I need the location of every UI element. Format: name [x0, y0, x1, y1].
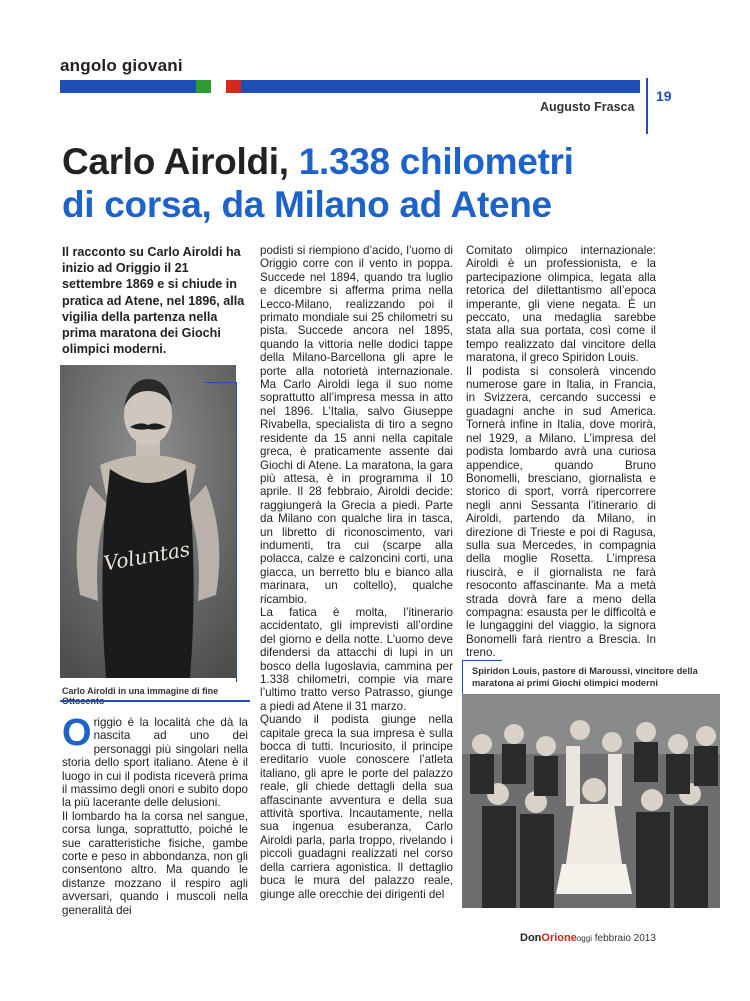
article-title	[62, 140, 702, 226]
article-column-3	[466, 244, 656, 660]
caption-rule	[60, 700, 250, 702]
footer-brand-orione: Orione	[541, 932, 577, 944]
photo-frame-line	[236, 382, 237, 682]
runner-photo-caption: Carlo Airoldi in una immagine di fine	[62, 686, 219, 696]
column-2-paragraph: La fatica è molta, l’itinerario accidentato, gli imprevisti all’ordine del giorno e della notte. L’uomo deve difendersi da attacchi di lupi in un bosco della Iugoslavia, cammina per 1.338 chilometri, compie via mare l’ultimo tratto verso Patrasso, giunge a piedi ad Atene il 31 marzo.	[260, 605, 453, 713]
column-3-paragraph: Comitato olimpico internazionale: Airoldi è un professionista, e la partecipazione olimpica, legata alla retorica del dilettantismo all’epoca imperante, gli viene negata. È un peccato, una medaglia sarebbe stata alla sua portata, così come il tempo realizzato dal vincitore della maratona, il greco Spiridon Louis.	[466, 244, 656, 365]
flag-red	[226, 80, 241, 93]
photo-frame-line	[204, 382, 237, 383]
section-label: angolo giovani	[60, 56, 183, 75]
drop-cap: O	[62, 712, 92, 754]
group-photo-illustration	[462, 694, 720, 908]
column-3-paragraph: Il podista si consolerà vincendo numerose gare in Italia, in Francia, in Svizzera, cercando successi e guadagni anche in sud America. Tornerà infine in Italia, dove morirà, nel 1929, a Milano. L’impresa del podista lombardo avrà una curiosa appendice, quando Bruno Bonomelli, bresciano, giornalista e storico di sport, vorrà ripercorrere negli anni Sessanta l’itinerario di Airoldi, partendo da Milano, in direzione di Trieste e poi di Ragusa, sulla sua Mercedes, in compagnia della moglie Rosetta. L’impresa riuscirà, e il giornalista ne farà resoconto affascinante. Ma a metà strada dovrà fare a meno della compagna: esausta per le difficoltà e le lungaggini del viaggio, la signora Bonomelli farà rientro a Brescia. In treno.	[466, 364, 656, 660]
article-column-1	[62, 712, 248, 917]
page-number-rule	[646, 78, 648, 134]
shirt-lettering: Voluntas	[101, 536, 192, 576]
footer-brand-oggi: oggi	[576, 934, 592, 943]
flag-green	[196, 80, 211, 93]
column-1-paragraph: Origgio è la località che dà la nascita ad uno dei personaggi più singolari nella storia dello sport italiano. Atene è il luogo in cui il podista riceverà prima il massimo degli onori e subito dopo la più lacerante delle delusioni.	[62, 712, 248, 810]
column-2-paragraph: Quando il podista giunge nella capitale greca la sua impresa è sulla bocca di tutti. Incuriosito, il principe ereditario vuole conoscere l’atleta italiano, gli apre le porte del palazzo reale, gli chiede dettagli della sua affascinante avventura e della sua attività sportiva. Incautamente, nella sua ingenua esuberanza, Carlo Airoldi parla, parla troppo, rivelando i piccoli guadagni realizzati nel corso della carriera agonistica. Il dettaglio buca le mura del palazzo reale, giunge alle orecchie dei dirigenti del	[260, 713, 453, 901]
group-photo	[462, 694, 720, 908]
title-part-1: Carlo Airoldi,	[62, 141, 289, 182]
article-intro: Il racconto su Carlo Airoldi ha inizio ad Origgio il 21 settembre 1869 e si chiude in pratica ad Atene, nel 1896, alla vigilia della partenza nella prima maratona dei Giochi olimpici moderni.	[62, 245, 245, 357]
page-number: 19	[656, 88, 672, 104]
author-name: Augusto Frasca	[540, 100, 635, 114]
runner-portrait-illustration	[60, 365, 236, 678]
footer-brand-don: Don	[520, 932, 542, 944]
column-2-paragraph: podisti si riempiono d’acido, l’uomo di Origgio corre con il vento in poppa. Succede nel 1894, quando tra luglio e dicembre si afferma prima nella Lecco-Milano, realizzando poi il primato mondiale sui 25 chilometri su pista. Succede ancora nel 1895, quando la vittoria nelle dodici tappe della Milano-Barcellona gli apre le porte alla notorietà internazionale. Ma Carlo Airoldi lega il suo nome soprattutto all’impresa messa in atto nel 1896. L’Italia, salvo Giuseppe Rivabella, specialista di tiro a segno residente da 15 anni nella capitale greca, è praticamente assente dai Giochi di Atene. La maratona, la gara più attesa, è in programma il 10 aprile. Il 28 febbraio, Airoldi decide: raggiungerà la Grecia a piedi. Parte da Milano con qualche lira in tasca, un libretto di riconoscimento, vari indumenti, tra cui (scarpe alla polacca, calze e calzoncini corti, una giacca, un berretto blu e bianco alla marinara, un coltello), qualche ricambio.	[260, 244, 453, 606]
article-column-2	[260, 244, 453, 901]
photo-frame-line	[462, 660, 502, 661]
magazine-footer	[520, 932, 656, 944]
column-1-paragraph: Il lombardo ha la corsa nel sangue, corsa lunga, soprattutto, poiché le sue caratteristiche fisiche, gambe corte e peso in abbondanza, non gli consentono altro. Ma quando le distanze mozzano il respiro agli avversari, quando i muscoli nella generalità dei	[62, 809, 248, 917]
header-rule	[60, 80, 640, 93]
photo-frame-line	[462, 660, 463, 694]
group-photo-caption: Spiridon Louis, pastore di Maroussi, vincitore della maratona ai primi Giochi olimpici moderni	[472, 666, 698, 688]
title-part-3: di corsa, da Milano ad Atene	[62, 184, 552, 225]
runner-portrait-photo	[60, 365, 236, 678]
flag-white	[211, 80, 226, 93]
footer-issue-date: febbraio 2013	[594, 933, 656, 944]
title-part-2: 1.338 chilometri	[288, 141, 574, 182]
